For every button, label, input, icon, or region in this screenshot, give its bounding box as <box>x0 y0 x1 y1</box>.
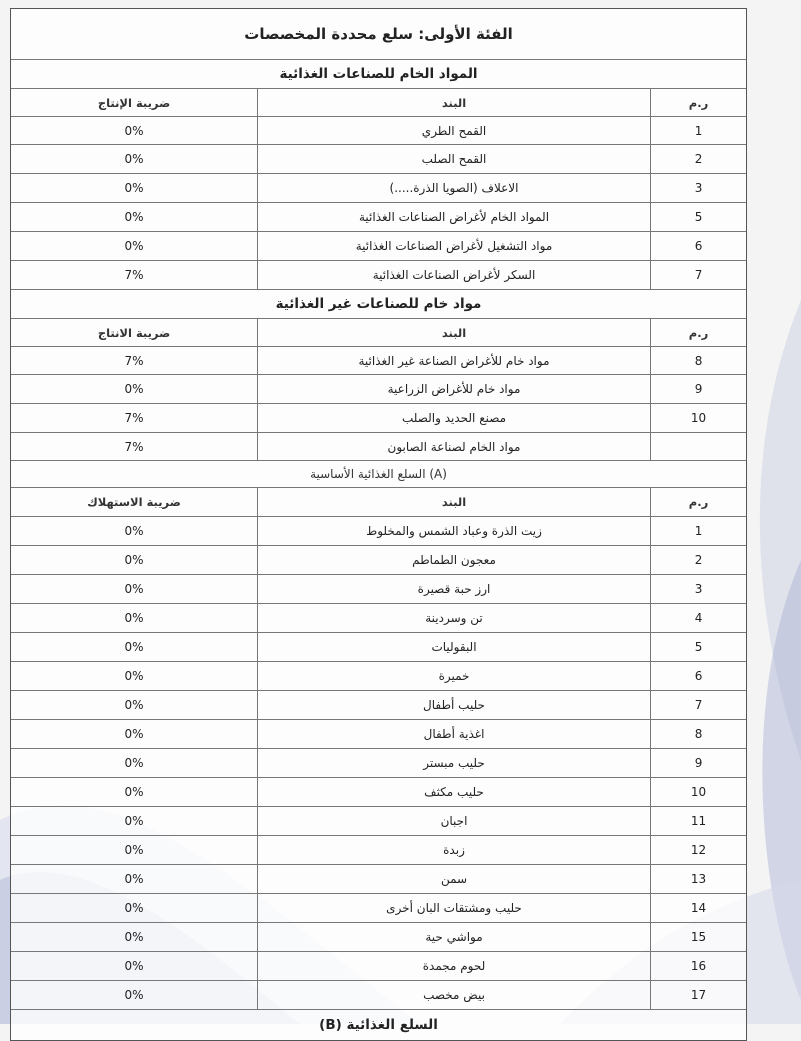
document-title: الفئة الأولى: سلع محددة المخصصات <box>11 9 746 60</box>
header-item: البند <box>257 319 650 346</box>
row-num: 12 <box>650 836 746 864</box>
row-num: 2 <box>650 145 746 173</box>
row-num: 7 <box>650 691 746 719</box>
table-row <box>11 404 746 433</box>
row-num: 9 <box>650 375 746 403</box>
row-num: 7 <box>650 261 746 289</box>
table-row <box>11 261 746 290</box>
table-row <box>11 575 746 604</box>
table-row <box>11 923 746 952</box>
row-num: 4 <box>650 604 746 632</box>
row-item: بيض مخصب <box>257 981 650 1009</box>
row-item: مواشي حية <box>257 923 650 951</box>
row-item: القمح الصلب <box>257 145 650 173</box>
row-num: 8 <box>650 720 746 748</box>
row-num: 10 <box>650 778 746 806</box>
row-tax: 0% <box>124 611 144 625</box>
table-header <box>11 89 746 117</box>
table-row <box>11 691 746 720</box>
row-tax: 0% <box>124 988 144 1002</box>
table-row <box>11 981 746 1010</box>
row-tax: 0% <box>124 930 144 944</box>
header-num: ر.م <box>650 319 746 346</box>
row-item: اغذية أطفال <box>257 720 650 748</box>
header-item: البند <box>257 488 650 516</box>
row-tax: 0% <box>124 152 144 166</box>
row-tax: 0% <box>124 123 144 138</box>
row-item: حليب مكثف <box>257 778 650 806</box>
row-num: 16 <box>650 952 746 980</box>
table-row <box>11 517 746 546</box>
table-row <box>11 807 746 836</box>
row-tax: 0% <box>124 239 144 253</box>
table-row <box>11 375 746 404</box>
table-row <box>11 894 746 923</box>
row-item: مواد الخام لصناعة الصابون <box>257 433 650 460</box>
row-tax: 0% <box>124 382 144 396</box>
row-tax: 7% <box>124 353 144 368</box>
row-tax: 0% <box>124 582 144 596</box>
table-row <box>11 865 746 894</box>
table-row <box>11 778 746 807</box>
row-tax: 0% <box>124 727 144 741</box>
row-item: القمح الطري <box>257 117 650 144</box>
table-header <box>11 319 746 347</box>
row-item: خميرة <box>257 662 650 690</box>
row-item: مواد التشغيل لأغراض الصناعات الغذائية <box>257 232 650 260</box>
row-item: حليب ومشتقات البان أخرى <box>257 894 650 922</box>
row-item: زبدة <box>257 836 650 864</box>
row-num: 10 <box>650 404 746 432</box>
table-row <box>11 174 746 203</box>
section-title-nonfood-raw: مواد خام للصناعات غير الغذائية <box>11 290 746 319</box>
table-row <box>11 836 746 865</box>
row-num: 1 <box>650 517 746 545</box>
row-tax: 0% <box>124 843 144 857</box>
table-row <box>11 720 746 749</box>
row-tax: 0% <box>124 640 144 654</box>
document-table <box>10 8 747 1041</box>
row-item: مصنع الحديد والصلب <box>257 404 650 432</box>
header-num: ر.م <box>650 488 746 516</box>
section-title-basic-foods: (A) السلع الغذائية الأساسية <box>11 461 746 488</box>
section-title-food-b: السلع الغذائية (B) <box>319 1017 438 1033</box>
table-row <box>11 662 746 691</box>
row-tax: 0% <box>124 553 144 567</box>
row-tax: 0% <box>124 785 144 799</box>
row-num: 11 <box>650 807 746 835</box>
row-num: 1 <box>650 117 746 144</box>
row-item: مواد خام للأغراض الزراعية <box>257 375 650 403</box>
row-num <box>650 433 746 460</box>
row-tax: 7% <box>124 411 144 425</box>
row-tax: 0% <box>124 814 144 828</box>
row-num: 5 <box>650 203 746 231</box>
row-num: 3 <box>650 575 746 603</box>
row-tax: 0% <box>124 210 144 224</box>
row-item: سمن <box>257 865 650 893</box>
row-tax: 0% <box>124 524 144 538</box>
row-tax: 0% <box>124 872 144 886</box>
row-item: ارز حبة قصيرة <box>257 575 650 603</box>
row-item: حليب مبستر <box>257 749 650 777</box>
row-tax: 0% <box>124 756 144 770</box>
row-tax: 7% <box>124 268 144 282</box>
row-item: مواد خام للأغراض الصناعة غير الغذائية <box>257 347 650 374</box>
row-item: تن وسردينة <box>257 604 650 632</box>
table-row <box>11 604 746 633</box>
table-row <box>11 232 746 261</box>
table-row <box>11 347 746 375</box>
table-row <box>11 433 746 461</box>
table-row <box>11 633 746 662</box>
row-item: حليب أطفال <box>257 691 650 719</box>
row-num: 3 <box>650 174 746 202</box>
table-row <box>11 749 746 778</box>
row-num: 13 <box>650 865 746 893</box>
row-item: الاعلاف (الصويا الذرة.....) <box>257 174 650 202</box>
header-tax: ضريبة الانتاج <box>97 325 171 340</box>
header-num: ر.م <box>650 89 746 116</box>
table-row <box>11 546 746 575</box>
table-row <box>11 117 746 145</box>
section-title-food-raw: المواد الخام للصناعات الغذائية <box>11 60 746 89</box>
header-tax: ضريبة الاستهلاك <box>87 495 181 509</box>
table-row <box>11 203 746 232</box>
row-item: اجبان <box>257 807 650 835</box>
row-num: 6 <box>650 232 746 260</box>
row-num: 9 <box>650 749 746 777</box>
header-item: البند <box>257 89 650 116</box>
row-item: السكر لأغراض الصناعات الغذائية <box>257 261 650 289</box>
row-num: 6 <box>650 662 746 690</box>
row-num: 15 <box>650 923 746 951</box>
row-num: 5 <box>650 633 746 661</box>
row-item: معجون الطماطم <box>257 546 650 574</box>
row-item: المواد الخام لأغراض الصناعات الغذائية <box>257 203 650 231</box>
row-tax: 0% <box>124 959 144 973</box>
row-tax: 7% <box>124 439 144 454</box>
row-item: لحوم مجمدة <box>257 952 650 980</box>
table-row <box>11 145 746 174</box>
table-header <box>11 488 746 517</box>
row-num: 14 <box>650 894 746 922</box>
row-item: البقوليات <box>257 633 650 661</box>
row-num: 17 <box>650 981 746 1009</box>
table-row <box>11 952 746 981</box>
header-tax: ضريبة الإنتاج <box>97 95 171 110</box>
row-num: 8 <box>650 347 746 374</box>
row-tax: 0% <box>124 698 144 712</box>
row-tax: 0% <box>124 901 144 915</box>
row-tax: 0% <box>124 669 144 683</box>
row-tax: 0% <box>124 181 144 195</box>
row-num: 2 <box>650 546 746 574</box>
row-item: زيت الذرة وعباد الشمس والمخلوط <box>257 517 650 545</box>
